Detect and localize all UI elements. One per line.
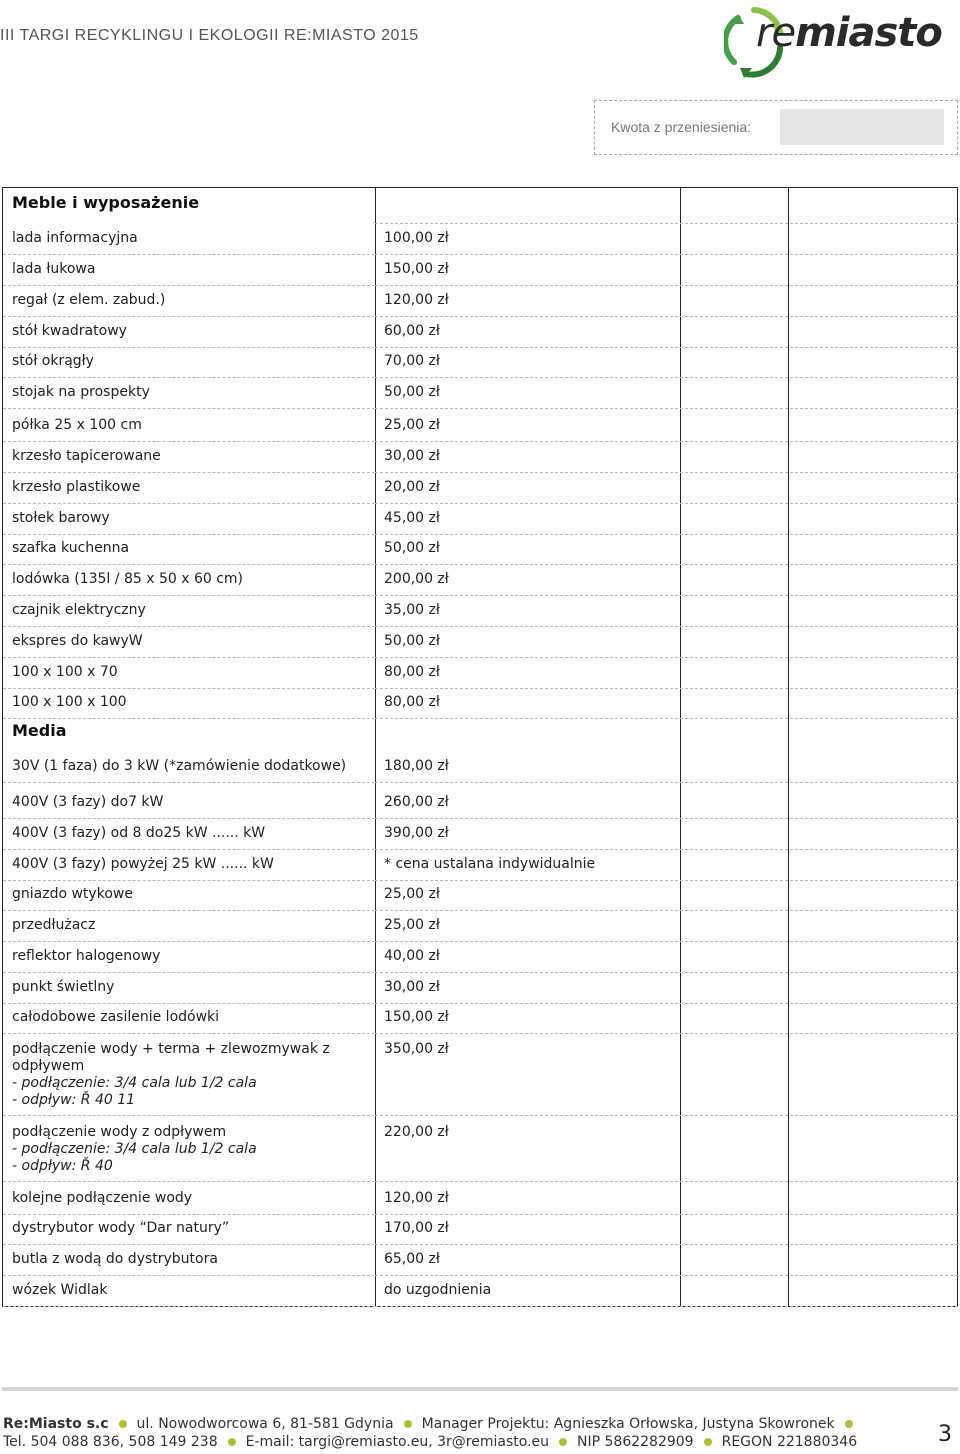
item-price: 80,00 zł [384, 694, 440, 710]
item-note: - podłączenie: 3/4 cala lub 1/2 cala [12, 1075, 257, 1091]
row-divider [375, 595, 958, 596]
row-divider [375, 377, 958, 378]
item-price: 30,00 zł [384, 448, 440, 464]
row-divider [3, 595, 375, 596]
row-divider [375, 503, 958, 504]
row-divider [3, 254, 375, 255]
row-divider [375, 688, 958, 689]
row-divider [3, 1214, 375, 1215]
item-price: 35,00 zł [384, 602, 440, 618]
row-divider [3, 1275, 375, 1276]
item-price: 25,00 zł [384, 417, 440, 433]
item-price: 45,00 zł [384, 510, 440, 526]
item-price: 170,00 zł [384, 1220, 449, 1236]
row-divider [3, 718, 375, 719]
page-number: 3 [938, 1422, 952, 1447]
section-meble: Meble i wyposażenie [12, 193, 200, 212]
item-name: 400V (3 fazy) do7 kW [12, 794, 164, 810]
bullet-icon [845, 1420, 853, 1428]
row-divider [375, 534, 958, 535]
row-divider [375, 1115, 958, 1116]
footer-nip: NIP 5862282909 [577, 1434, 694, 1450]
item-price: 50,00 zł [384, 633, 440, 649]
item-price: 220,00 zł [384, 1124, 449, 1140]
row-divider [375, 316, 958, 317]
row-divider [375, 1181, 958, 1182]
footer-line-1 [3, 1416, 863, 1432]
item-name: punkt świetlny [12, 979, 115, 995]
item-price: 80,00 zł [384, 664, 440, 680]
item-name: przedłużacz [12, 917, 96, 933]
row-divider [3, 1306, 375, 1307]
item-price: 150,00 zł [384, 261, 449, 277]
row-divider [3, 503, 375, 504]
item-note: - odpływ: Ř 40 [12, 1158, 113, 1174]
item-name: kolejne podłączenie wody [12, 1190, 193, 1206]
row-divider [375, 472, 958, 473]
item-name: krzesło plastikowe [12, 479, 141, 495]
row-divider [375, 657, 958, 658]
kwota-label: Kwota z przeniesienia: [611, 119, 752, 135]
row-divider [3, 941, 375, 942]
row-divider [3, 972, 375, 973]
item-price: 25,00 zł [384, 917, 440, 933]
row-divider [375, 880, 958, 881]
item-name: podłączenie wody + terma + zlewozmywak z [12, 1041, 330, 1057]
column-divider [788, 188, 789, 1306]
row-divider [3, 408, 375, 409]
row-divider [375, 1214, 958, 1215]
row-divider [3, 1115, 375, 1116]
bullet-icon [404, 1420, 412, 1428]
item-name: szafka kuchenna [12, 540, 130, 556]
item-note: - odpływ: Ř 40 11 [12, 1092, 136, 1108]
footer-address: ul. Nowodworcowa 6, 81-581 Gdynia [136, 1416, 394, 1432]
row-divider [375, 849, 958, 850]
item-price: 30,00 zł [384, 979, 440, 995]
bullet-icon [704, 1438, 712, 1446]
bullet-icon [228, 1438, 236, 1446]
item-name: gniazdo wtykowe [12, 886, 133, 902]
row-divider [375, 972, 958, 973]
item-price: 120,00 zł [384, 292, 449, 308]
row-divider [3, 316, 375, 317]
item-price: 200,00 zł [384, 571, 449, 587]
item-name: 30V (1 faza) do 3 kW (*zamówienie dodatkowe) [12, 758, 347, 774]
row-divider [3, 377, 375, 378]
item-price: 100,00 zł [384, 230, 449, 246]
footer-manager: Manager Projektu: Agnieszka Orłowska, Justyna Skowronek [421, 1416, 835, 1432]
item-name: półka 25 x 100 cm [12, 417, 142, 433]
row-divider [3, 564, 375, 565]
column-divider [680, 188, 681, 1306]
row-divider [3, 657, 375, 658]
item-price: 120,00 zł [384, 1190, 449, 1206]
item-price: 60,00 zł [384, 323, 440, 339]
row-divider [375, 910, 958, 911]
item-name: dystrybutor wody “Dar natury” [12, 1220, 230, 1236]
item-name: 100 x 100 x 70 [12, 664, 118, 680]
item-price: * cena ustalana indywidualnie [384, 856, 596, 872]
row-divider [3, 880, 375, 881]
footer-line-2 [3, 1434, 857, 1450]
row-divider [3, 782, 375, 783]
row-divider [3, 1003, 375, 1004]
row-divider [375, 564, 958, 565]
kwota-input[interactable] [780, 109, 944, 145]
item-name: stołek barowy [12, 510, 110, 526]
price-table [2, 187, 958, 1307]
item-name-cont: odpływem [12, 1058, 85, 1074]
row-divider [3, 1244, 375, 1245]
row-divider [375, 347, 958, 348]
row-divider [3, 441, 375, 442]
row-divider [375, 223, 958, 224]
item-name: regał (z elem. zabud.) [12, 292, 166, 308]
item-name: stół kwadratowy [12, 323, 127, 339]
item-price: 70,00 zł [384, 353, 440, 369]
item-name: podłączenie wody z odpływem [12, 1124, 227, 1140]
item-price: 50,00 zł [384, 540, 440, 556]
row-divider [375, 1033, 958, 1034]
item-name: lada informacyjna [12, 230, 138, 246]
row-divider [375, 285, 958, 286]
row-divider [3, 285, 375, 286]
row-divider [375, 941, 958, 942]
item-name: butla z wodą do dystrybutora [12, 1251, 218, 1267]
item-name: stojak na prospekty [12, 384, 150, 400]
row-divider [375, 254, 958, 255]
row-divider [3, 626, 375, 627]
item-name: lada łukowa [12, 261, 96, 277]
footer-email[interactable]: E-mail: targi@remiasto.eu, 3r@remiasto.eu [245, 1434, 550, 1450]
row-divider [3, 688, 375, 689]
section-media: Media [12, 721, 67, 740]
item-name: lodówka (135l / 85 x 50 x 60 cm) [12, 571, 243, 587]
item-price: 50,00 zł [384, 384, 440, 400]
footer-regon: REGON 221880346 [721, 1434, 858, 1450]
row-divider [3, 534, 375, 535]
item-price: 20,00 zł [384, 479, 440, 495]
item-price: 65,00 zł [384, 1251, 440, 1267]
item-name: 400V (3 fazy) od 8 do25 kW ...... kW [12, 825, 266, 841]
item-name: stół okrągły [12, 353, 94, 369]
row-divider [375, 1306, 958, 1307]
item-name: 100 x 100 x 100 [12, 694, 127, 710]
logo-wordmark: remiasto [756, 10, 942, 56]
item-name: całodobowe zasilenie lodówki [12, 1009, 220, 1025]
item-name: czajnik elektryczny [12, 602, 146, 618]
row-divider [3, 347, 375, 348]
row-divider [375, 408, 958, 409]
item-name: 400V (3 fazy) powyżej 25 kW ...... kW [12, 856, 274, 872]
footer-tel: Tel. 504 088 836, 508 149 238 [3, 1434, 218, 1450]
row-divider [375, 782, 958, 783]
row-divider [3, 1033, 375, 1034]
column-divider [375, 188, 376, 1306]
row-divider [375, 441, 958, 442]
footer-divider [2, 1387, 958, 1391]
bullet-icon [119, 1420, 127, 1428]
row-divider [375, 718, 958, 719]
item-price: 25,00 zł [384, 886, 440, 902]
bullet-icon [559, 1438, 567, 1446]
item-price: 180,00 zł [384, 758, 449, 774]
document-title: III TARGI RECYKLINGU I EKOLOGII RE:MIASTO 2015 [0, 27, 419, 44]
row-divider [375, 1244, 958, 1245]
row-divider [375, 1003, 958, 1004]
row-divider [375, 626, 958, 627]
item-price: 390,00 zł [384, 825, 449, 841]
item-price: 150,00 zł [384, 1009, 449, 1025]
kwota-box [594, 100, 958, 155]
item-note: - podłączenie: 3/4 cala lub 1/2 cala [12, 1141, 257, 1157]
item-name: krzesło tapicerowane [12, 448, 161, 464]
item-price: 260,00 zł [384, 794, 449, 810]
row-divider [3, 849, 375, 850]
item-price: 40,00 zł [384, 948, 440, 964]
remiasto-logo [724, 2, 960, 84]
row-divider [3, 1181, 375, 1182]
item-name: ekspres do kawyW [12, 633, 143, 649]
item-name: wózek Widlak [12, 1282, 108, 1298]
item-name: reflektor halogenowy [12, 948, 161, 964]
item-price: do uzgodnienia [384, 1282, 492, 1298]
row-divider [3, 910, 375, 911]
item-price: 350,00 zł [384, 1041, 449, 1057]
row-divider [3, 818, 375, 819]
row-divider [3, 472, 375, 473]
row-divider [375, 818, 958, 819]
row-divider [375, 1275, 958, 1276]
footer-company: Re:Miasto s.c [3, 1416, 109, 1432]
